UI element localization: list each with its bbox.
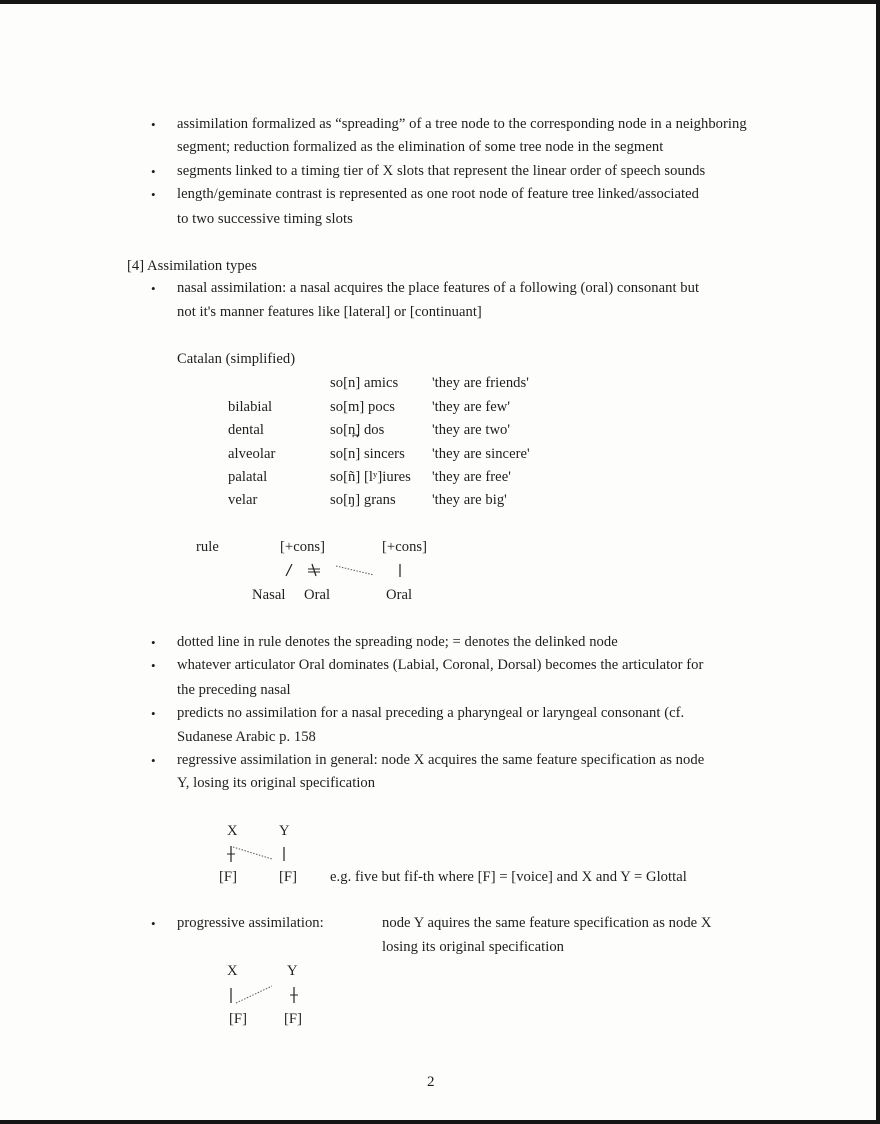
bullet-marker: • [151, 658, 156, 673]
intro-bullet-3-line-1: length/geminate contrast is represented as one root node of feature tree linked/associated [177, 186, 699, 202]
spreading-dotted-line [236, 986, 272, 1003]
intro-bullet-1-line-1: assimilation formalized as “spreading” of a tree node to the corresponding node in a neighboring [177, 116, 747, 132]
progressive-label: progressive assimilation: [177, 915, 324, 931]
rule-bullet-4-line-1: regressive assimilation in general: node X acquires the same feature specification as node [177, 752, 705, 768]
catalan-place: bilabial [228, 399, 273, 415]
regressive-node-y: Y [279, 823, 290, 839]
progressive-feature-right: [F] [284, 1011, 302, 1027]
scan-border-top [0, 0, 880, 4]
bullet-marker: • [151, 753, 156, 768]
progressive-desc-line-1: node Y aquires the same feature specification as node X [382, 915, 712, 931]
rule-label: rule [196, 539, 219, 555]
catalan-form: so[ñ] [lʸ]iures [330, 469, 411, 485]
progressive-node-x: X [227, 963, 238, 979]
progressive-feature-left: [F] [229, 1011, 247, 1027]
scan-border-right [876, 0, 880, 1124]
spreading-dotted-line [336, 566, 374, 575]
bullet-marker: • [151, 164, 156, 179]
progressive-desc-line-2: losing its original specification [382, 939, 565, 955]
catalan-place: velar [228, 492, 258, 508]
section-heading: [4] Assimilation types [127, 258, 258, 274]
rule-node-oral-right: Oral [386, 587, 413, 603]
catalan-place: alveolar [228, 446, 276, 462]
rule-bullet-4-line-2: Y, losing its original specification [177, 775, 376, 791]
intro-bullet-1-line-2: segment; reduction formalized as the elimination of some tree node in the segment [177, 139, 664, 155]
rule-cons-right: [+cons] [382, 539, 428, 555]
scan-border-bottom [0, 1120, 880, 1124]
regressive-node-x: X [227, 823, 238, 839]
regressive-feature-left: [F] [219, 869, 237, 885]
nasal-bullet-line-2: not it's manner features like [lateral] or [continuant] [177, 304, 482, 320]
catalan-place: palatal [228, 469, 268, 485]
regressive-example: e.g. five but fif-th where [F] = [voice] and X and Y = Glottal [330, 869, 687, 885]
bullet-marker: • [151, 117, 156, 132]
catalan-form: so[m] pocs [330, 399, 395, 415]
rule-node-oral-left: Oral [304, 587, 331, 603]
intro-bullet-3-line-2: to two successive timing slots [177, 211, 353, 227]
catalan-form: so[n] sincers [330, 446, 405, 462]
nasal-bullet-line-1: nasal assimilation: a nasal acquires the place features of a following (oral) consonant but [177, 280, 700, 296]
intro-bullet-2: segments linked to a timing tier of X slots that represent the linear order of speech sounds [177, 163, 706, 179]
bullet-marker: • [151, 635, 156, 650]
catalan-place: dental [228, 422, 264, 438]
catalan-form: so[n̪] dos [330, 422, 385, 438]
catalan-gloss: 'they are friends' [432, 375, 529, 391]
catalan-gloss: 'they are free' [432, 469, 511, 485]
bullet-marker: • [151, 706, 156, 721]
rule-node-nasal: Nasal [252, 587, 286, 603]
rule-bullet-2-line-2: the preceding nasal [177, 682, 291, 698]
rule-cons-left: [+cons] [280, 539, 326, 555]
progressive-association-lines [222, 983, 312, 1009]
rule-bullet-2-line-1: whatever articulator Oral dominates (Labial, Coronal, Dorsal) becomes the articulator for [177, 657, 704, 673]
rule-association-lines [270, 558, 420, 584]
oral-delinked-line [312, 564, 316, 576]
progressive-node-y: Y [287, 963, 298, 979]
spreading-dotted-line [233, 847, 272, 859]
bullet-marker: • [151, 916, 156, 931]
catalan-gloss: 'they are two' [432, 422, 511, 438]
regressive-feature-right: [F] [279, 869, 297, 885]
rule-bullet-1: dotted line in rule denotes the spreading node; = denotes the delinked node [177, 634, 618, 650]
bullet-marker: • [151, 281, 156, 296]
regressive-association-lines [222, 842, 302, 866]
nasal-association-line [286, 564, 292, 576]
catalan-form: so[ŋ] grans [330, 492, 396, 508]
rule-bullet-3-line-2: Sudanese Arabic p. 158 [177, 729, 316, 745]
catalan-gloss: 'they are few' [432, 399, 511, 415]
page-number: 2 [427, 1074, 435, 1090]
catalan-gloss: 'they are sincere' [432, 446, 530, 462]
bullet-marker: • [151, 187, 156, 202]
rule-bullet-3-line-1: predicts no assimilation for a nasal preceding a pharyngeal or laryngeal consonant (cf. [177, 705, 685, 721]
catalan-gloss: 'they are big' [432, 492, 507, 508]
catalan-title: Catalan (simplified) [177, 351, 296, 367]
catalan-form: so[n] amics [330, 375, 399, 391]
